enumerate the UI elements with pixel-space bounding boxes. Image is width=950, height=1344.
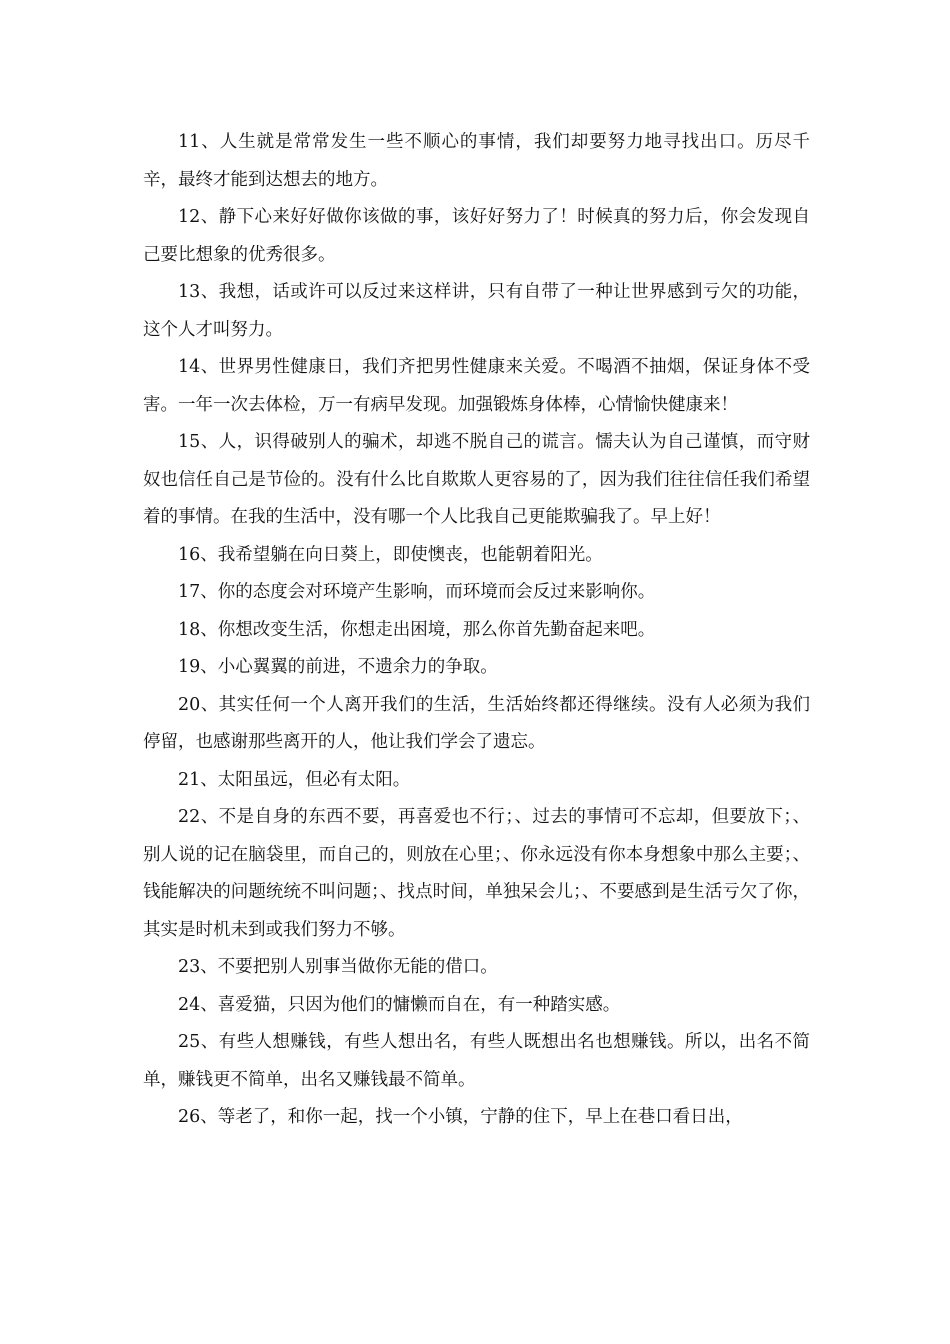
paragraph-22: 22、不是自身的东西不要，再喜爱也不行；、过去的事情可不忘却，但要放下；、别人说的记在脑袋里，而自己的，则放在心里；、你永远没有你本身想象中那么主要；、钱能解决的问题统统不叫问题；、找点时间，单独呆会儿；、不要感到是生活亏欠了你，其实是时机未到或我们努力不够。 <box>143 807 810 940</box>
document-body <box>143 124 810 1137</box>
paragraph-20: 20、其实任何一个人离开我们的生活，生活始终都还得继续。没有人必须为我们停留，也感谢那些离开的人，他让我们学会了遗忘。 <box>143 694 810 752</box>
paragraph-16: 16、我希望躺在向日葵上，即使懊丧，也能朝着阳光。 <box>178 544 603 565</box>
paragraph-13: 13、我想，话或许可以反过来这样讲，只有自带了一种让世界感到亏欠的功能，这个人才叫努力。 <box>143 282 810 340</box>
paragraph-12: 12、静下心来好好做你该做的事，该好好努力了！时候真的努力后，你会发现自己要比想象的优秀很多。 <box>143 207 810 265</box>
paragraph-23: 23、不要把别人别事当做你无能的借口。 <box>178 957 498 977</box>
paragraph-19: 19、小心翼翼的前进，不遗余力的争取。 <box>178 657 498 677</box>
paragraph-17: 17、你的态度会对环境产生影响，而环境而会反过来影响你。 <box>178 582 656 602</box>
paragraph-26: 26、等老了，和你一起，找一个小镇，宁静的住下，早上在巷口看日出， <box>178 1107 743 1127</box>
paragraph-14: 14、世界男性健康日，我们齐把男性健康来关爱。不喝酒不抽烟，保证身体不受害。一年一次去体检，万一有病早发现。加强锻炼身体棒，心情愉快健康来！ <box>143 357 810 415</box>
paragraph-24: 24、喜爱猫，只因为他们的慵懒而自在，有一种踏实感。 <box>178 994 621 1015</box>
paragraph-25: 25、有些人想赚钱，有些人想出名，有些人既想出名也想赚钱。所以，出名不简单，赚钱更不简单，出名又赚钱最不简单。 <box>143 1032 810 1090</box>
paragraph-15: 15、人，识得破别人的骗术，却逃不脱自己的谎言。懦夫认为自己谨慎，而守财奴也信任自己是节俭的。没有什么比自欺欺人更容易的了，因为我们往往信任我们希望着的事情。在我的生活中，没有哪一个人比我自己更能欺骗我了。早上好！ <box>143 432 810 527</box>
paragraph-11: 11、人生就是常常发生一些不顺心的事情，我们却要努力地寻找出口。历尽千辛，最终才能到达想去的地方。 <box>143 132 810 190</box>
paragraph-18: 18、你想改变生活，你想走出困境，那么你首先勤奋起来吧。 <box>178 619 656 640</box>
paragraph-21: 21、太阳虽远，但必有太阳。 <box>178 769 411 790</box>
